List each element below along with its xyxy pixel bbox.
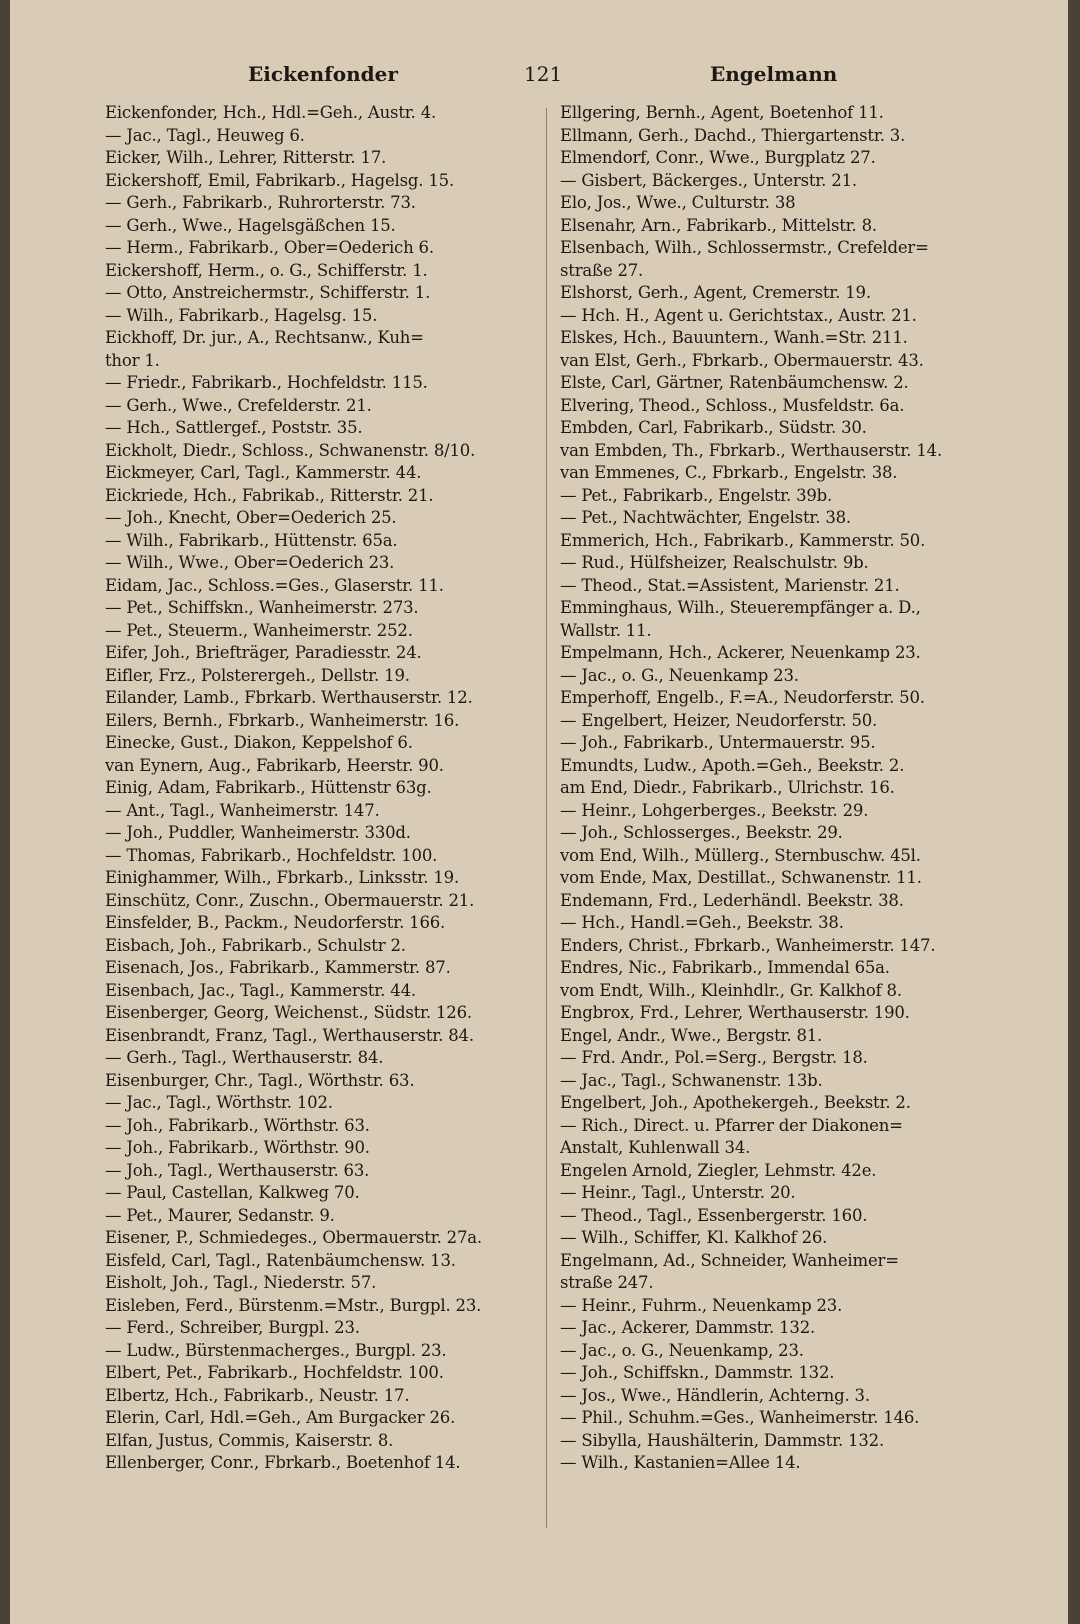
directory-page <box>10 0 1068 1624</box>
directory-entry: — Herm., Fabrikarb., Ober=Oederich 6. <box>105 238 434 257</box>
directory-entry: — Friedr., Fabrikarb., Hochfeldstr. 115. <box>105 373 428 392</box>
directory-entry: Emmerich, Hch., Fabrikarb., Kammerstr. 50. <box>560 530 926 550</box>
directory-entry: Eickriede, Hch., Fabrikab., Ritterstr. 21. <box>105 485 434 505</box>
directory-entry: — Pet., Schiffskn., Wanheimerstr. 273. <box>105 598 419 617</box>
directory-entry: — Frd. Andr., Pol.=Serg., Bergstr. 18. <box>560 1048 868 1067</box>
directory-entry: — Hch., Handl.=Geh., Beekstr. 38. <box>560 913 844 932</box>
directory-entry: Eisbach, Joh., Fabrikarb., Schulstr 2. <box>105 935 406 955</box>
directory-entry: — Wilh., Fabrikarb., Hüttenstr. 65a. <box>105 530 398 550</box>
directory-entry: Enders, Christ., Fbrkarb., Wanheimerstr. 147. <box>560 935 936 955</box>
directory-entry: — Hch. H., Agent u. Gerichtstax., Austr. 21. <box>560 305 917 325</box>
directory-entry: Eisenberger, Georg, Weichenst., Südstr. 126. <box>105 1003 472 1022</box>
directory-entry: Engelbert, Joh., Apothekergeh., Beekstr. 2. <box>560 1093 911 1112</box>
directory-entry: Endres, Nic., Fabrikarb., Immendal 65a. <box>560 958 890 977</box>
header-first-entry: Eickenfonder <box>248 62 398 86</box>
directory-entry: Eisleben, Ferd., Bürstenm.=Mstr., Burgpl. 23. <box>105 1295 482 1315</box>
directory-entry: — Jac., o. G., Neuenkamp 23. <box>560 665 799 685</box>
directory-entry: — Gerh., Fabrikarb., Ruhrorterstr. 73. <box>105 193 416 212</box>
directory-entry: Eisenach, Jos., Fabrikarb., Kammerstr. 87. <box>105 958 451 977</box>
directory-entry: Embden, Carl, Fabrikarb., Südstr. 30. <box>560 418 867 437</box>
directory-entry: Eickmeyer, Carl, Tagl., Kammerstr. 44. <box>105 463 422 482</box>
directory-entry: Eisenbrandt, Franz, Tagl., Werthauserstr. 84. <box>105 1025 474 1045</box>
directory-entry: Emperhoff, Engelb., F.=A., Neudorferstr. 50. <box>560 688 925 707</box>
directory-entry: — Jac., Tagl., Heuweg 6. <box>105 125 305 145</box>
directory-entry: — Hch., Sattlergef., Poststr. 35. <box>105 418 363 437</box>
directory-entry: van Emmenes, C., Fbrkarb., Engelstr. 38. <box>560 463 898 482</box>
left-column <box>105 102 545 1475</box>
directory-entry: — Heinr., Lohgerberges., Beekstr. 29. <box>560 800 869 820</box>
directory-entry: Eickenfonder, Hch., Hdl.=Geh., Austr. 4. <box>105 103 437 122</box>
directory-entry: van Eynern, Aug., Fabrikarb, Heerstr. 90. <box>105 755 444 775</box>
directory-entry: — Heinr., Fuhrm., Neuenkamp 23. <box>560 1295 843 1315</box>
directory-entry: Emminghaus, Wilh., Steuerempfänger a. D., <box>560 598 921 617</box>
directory-entry: Eifer, Joh., Briefträger, Paradiesstr. 24. <box>105 643 422 662</box>
directory-entry: Eickershoff, Emil, Fabrikarb., Hagelsg. 15. <box>105 170 454 190</box>
directory-entry: thor 1. <box>105 350 160 370</box>
directory-entry: — Wilh., Kastanien=Allee 14. <box>560 1453 801 1472</box>
directory-entry: Einschütz, Conr., Zuschn., Obermauerstr. 21. <box>105 890 475 910</box>
header-last-entry: Engelmann <box>710 62 838 86</box>
directory-entry: Elo, Jos., Wwe., Culturstr. 38 <box>560 193 796 212</box>
directory-entry: — Rich., Direct. u. Pfarrer der Diakonen= <box>560 1115 903 1135</box>
directory-entry: Elste, Carl, Gärtner, Ratenbäumchensw. 2. <box>560 373 909 392</box>
directory-entry: am End, Diedr., Fabrikarb., Ulrichstr. 16. <box>560 778 895 797</box>
directory-entry: Eisener, P., Schmiedeges., Obermauerstr. 27a. <box>105 1228 482 1247</box>
directory-entry: — Jac., Tagl., Wörthstr. 102. <box>105 1093 333 1112</box>
directory-entry: Einsfelder, B., Packm., Neudorferstr. 166. <box>105 913 446 932</box>
directory-entry: — Ludw., Bürstenmacherges., Burgpl. 23. <box>105 1340 447 1360</box>
directory-entry: van Embden, Th., Fbrkarb., Werthauserstr. 14. <box>560 440 943 460</box>
directory-entry: — Gisbert, Bäckerges., Unterstr. 21. <box>560 170 857 190</box>
directory-entry: Endemann, Frd., Lederhändl. Beekstr. 38. <box>560 890 904 910</box>
directory-entry: van Elst, Gerh., Fbrkarb., Obermauerstr. 43. <box>560 350 924 370</box>
page-number: 121 <box>524 62 563 86</box>
directory-entry: Eifler, Frz., Polsterergeh., Dellstr. 19. <box>105 665 410 685</box>
directory-entry: Ellenberger, Conr., Fbrkarb., Boetenhof 14. <box>105 1453 461 1472</box>
directory-entry: Elbertz, Hch., Fabrikarb., Neustr. 17. <box>105 1385 410 1405</box>
directory-entry: Eickholt, Diedr., Schloss., Schwanenstr. 8/10. <box>105 440 476 460</box>
directory-entry: Engel, Andr., Wwe., Bergstr. 81. <box>560 1025 823 1045</box>
directory-entry: straße 247. <box>560 1273 654 1292</box>
directory-entry: — Otto, Anstreichermstr., Schifferstr. 1. <box>105 283 431 302</box>
directory-entry: Eilers, Bernh., Fbrkarb., Wanheimerstr. 16. <box>105 710 460 730</box>
directory-entry: Ellmann, Gerh., Dachd., Thiergartenstr. 3. <box>560 125 906 145</box>
directory-entry: — Jac., Ackerer, Dammstr. 132. <box>560 1318 816 1337</box>
directory-entry: — Gerh., Wwe., Hagelsgäßchen 15. <box>105 215 396 235</box>
directory-entry: — Joh., Tagl., Werthauserstr. 63. <box>105 1160 370 1180</box>
directory-entry: — Paul, Castellan, Kalkweg 70. <box>105 1183 360 1202</box>
directory-entry: Eicker, Wilh., Lehrer, Ritterstr. 17. <box>105 148 387 167</box>
directory-entry: Eisholt, Joh., Tagl., Niederstr. 57. <box>105 1273 377 1292</box>
directory-entry: — Thomas, Fabrikarb., Hochfeldstr. 100. <box>105 845 438 865</box>
directory-entry: — Joh., Schlosserges., Beekstr. 29. <box>560 823 843 842</box>
directory-entry: — Pet., Maurer, Sedanstr. 9. <box>105 1205 335 1225</box>
directory-entry: vom Endt, Wilh., Kleinhdlr., Gr. Kalkhof 8. <box>560 980 902 1000</box>
directory-entry: Anstalt, Kuhlenwall 34. <box>560 1138 751 1157</box>
directory-entry: Elbert, Pet., Fabrikarb., Hochfeldstr. 100. <box>105 1363 444 1382</box>
directory-entry: Eisenburger, Chr., Tagl., Wörthstr. 63. <box>105 1070 415 1090</box>
directory-entry: — Phil., Schuhm.=Ges., Wanheimerstr. 146. <box>560 1408 920 1427</box>
directory-entry: Einig, Adam, Fabrikarb., Hüttenstr 63g. <box>105 778 432 797</box>
directory-entry: Elsenbach, Wilh., Schlossermstr., Crefelder= <box>560 238 929 257</box>
page-header <box>10 56 1068 96</box>
directory-entry: Wallstr. 11. <box>560 620 652 640</box>
directory-entry: Eisenbach, Jac., Tagl., Kammerstr. 44. <box>105 980 416 1000</box>
directory-entry: straße 27. <box>560 260 644 280</box>
directory-entry: — Wilh., Wwe., Ober=Oederich 23. <box>105 553 395 572</box>
directory-entry: — Rud., Hülfsheizer, Realschulstr. 9b. <box>560 553 869 572</box>
directory-entry: Elfan, Justus, Commis, Kaiserstr. 8. <box>105 1430 394 1450</box>
directory-entry: Engelen Arnold, Ziegler, Lehmstr. 42e. <box>560 1160 877 1180</box>
directory-entry: Elskes, Hch., Bauuntern., Wanh.=Str. 211. <box>560 328 908 347</box>
right-column <box>560 102 1000 1475</box>
directory-entry: — Sibylla, Haushälterin, Dammstr. 132. <box>560 1430 884 1450</box>
directory-entry: Engelmann, Ad., Schneider, Wanheimer= <box>560 1250 899 1270</box>
directory-entry: — Engelbert, Heizer, Neudorferstr. 50. <box>560 710 878 730</box>
directory-entry: Eisfeld, Carl, Tagl., Ratenbäumchensw. 13. <box>105 1250 456 1270</box>
directory-entry: vom End, Wilh., Müllerg., Sternbuschw. 45l. <box>560 845 921 865</box>
directory-entry: — Heinr., Tagl., Unterstr. 20. <box>560 1183 796 1202</box>
column-divider <box>546 108 547 1528</box>
directory-entry: — Jac., o. G., Neuenkamp, 23. <box>560 1340 804 1360</box>
directory-entry: Eilander, Lamb., Fbrkarb. Werthauserstr. 12. <box>105 688 473 707</box>
directory-entry: — Gerh., Wwe., Crefelderstr. 21. <box>105 395 372 415</box>
directory-entry: — Joh., Knecht, Ober=Oederich 25. <box>105 508 397 527</box>
directory-entry: Elerin, Carl, Hdl.=Geh., Am Burgacker 26. <box>105 1408 456 1427</box>
directory-entry: — Wilh., Schiffer, Kl. Kalkhof 26. <box>560 1228 828 1247</box>
directory-entry: — Theod., Stat.=Assistent, Marienstr. 21. <box>560 575 900 595</box>
directory-entry: Elsenahr, Arn., Fabrikarb., Mittelstr. 8. <box>560 215 877 235</box>
directory-entry: vom Ende, Max, Destillat., Schwanenstr. 11. <box>560 868 922 887</box>
directory-entry: Elshorst, Gerh., Agent, Cremerstr. 19. <box>560 283 871 302</box>
directory-entry: — Theod., Tagl., Essenbergerstr. 160. <box>560 1205 868 1225</box>
directory-entry: — Joh., Fabrikarb., Wörthstr. 63. <box>105 1115 370 1135</box>
directory-entry: — Joh., Fabrikarb., Wörthstr. 90. <box>105 1138 370 1157</box>
directory-entry: — Pet., Fabrikarb., Engelstr. 39b. <box>560 485 833 505</box>
directory-entry: Elvering, Theod., Schloss., Musfeldstr. 6a. <box>560 395 905 415</box>
directory-entry: — Gerh., Tagl., Werthauserstr. 84. <box>105 1048 384 1067</box>
directory-entry: — Joh., Fabrikarb., Untermauerstr. 95. <box>560 733 876 752</box>
directory-entry: Ellgering, Bernh., Agent, Boetenhof 11. <box>560 103 884 122</box>
directory-entry: — Jac., Tagl., Schwanenstr. 13b. <box>560 1070 823 1090</box>
directory-entry: — Joh., Schiffskn., Dammstr. 132. <box>560 1363 835 1382</box>
directory-entry: Einighammer, Wilh., Fbrkarb., Linksstr. 19. <box>105 868 460 887</box>
directory-entry: Eickhoff, Dr. jur., A., Rechtsanw., Kuh= <box>105 328 424 347</box>
directory-entry: — Jos., Wwe., Händlerin, Achterng. 3. <box>560 1385 870 1405</box>
directory-entry: Einecke, Gust., Diakon, Keppelshof 6. <box>105 733 413 752</box>
directory-entry: — Ant., Tagl., Wanheimerstr. 147. <box>105 800 380 820</box>
directory-entry: — Ferd., Schreiber, Burgpl. 23. <box>105 1318 360 1337</box>
directory-entry: Empelmann, Hch., Ackerer, Neuenkamp 23. <box>560 643 921 662</box>
directory-entry: Eickershoff, Herm., o. G., Schifferstr. 1. <box>105 260 428 280</box>
directory-entry: — Pet., Nachtwächter, Engelstr. 38. <box>560 508 851 527</box>
directory-entry: Engbrox, Frd., Lehrer, Werthauserstr. 190. <box>560 1003 910 1022</box>
directory-entry: — Joh., Puddler, Wanheimerstr. 330d. <box>105 823 411 842</box>
directory-entry: Elmendorf, Conr., Wwe., Burgplatz 27. <box>560 148 876 167</box>
directory-entry: — Pet., Steuerm., Wanheimerstr. 252. <box>105 620 413 640</box>
directory-entry: — Wilh., Fabrikarb., Hagelsg. 15. <box>105 305 378 325</box>
directory-entry: Eidam, Jac., Schloss.=Ges., Glaserstr. 11. <box>105 575 444 595</box>
directory-entry: Emundts, Ludw., Apoth.=Geh., Beekstr. 2. <box>560 755 905 775</box>
